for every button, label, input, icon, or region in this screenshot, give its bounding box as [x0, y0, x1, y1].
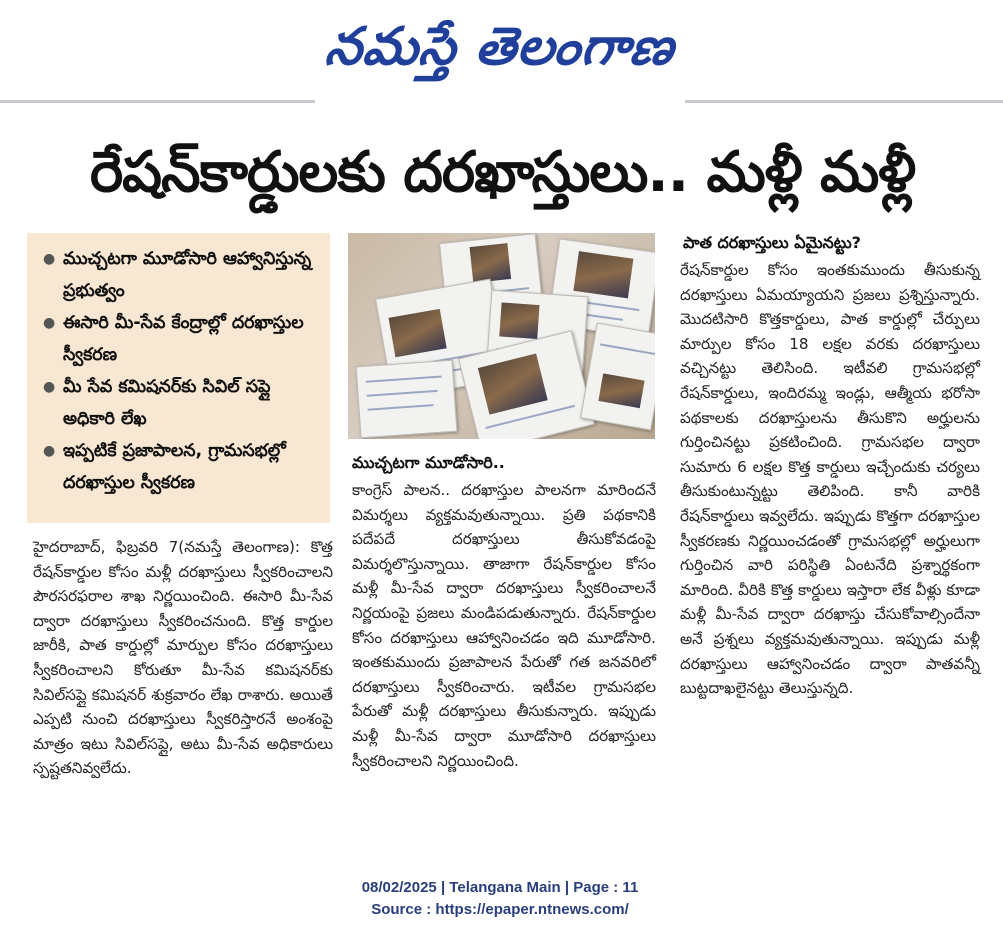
highlight-text: ఈసారి మీ-సేవ కేంద్రాల్లో దరఖాస్తుల స్వీకరణ — [63, 313, 304, 365]
highlight-text: మీ సేవ కమిషనర్‌కు సివిల్ సప్లై అధికారి లేఖ — [63, 377, 271, 429]
highlight-item — [41, 307, 322, 371]
highlight-text: ఇప్పటికే ప్రజాపాలన, గ్రామసభల్లో దరఖాస్తుల స్వీకరణ — [63, 441, 286, 493]
masthead-logo: నమస్తే తెలంగాణ — [322, 17, 678, 77]
highlight-item — [41, 435, 322, 499]
bullet-icon: ● — [43, 443, 56, 459]
column1-body: హైదరాబాద్, ఫిబ్రవరి 7(నమస్తే తెలంగాణ): కొత్త రేషన్‌కార్డుల కోసం మళ్లీ దరఖాస్తులు స్వీకరించాలని పౌరసరఫరాల శాఖ నిర్ణయించింది. ఈసారి మీ-సేవ ద్వారా దరఖాస్తులు స్వీకరించనుంది. కొత్త కార్డుల జారీకి, పాత కార్డుల్లో మార్పుల కోసం దరఖాస్తులు స్వీకరించాలని కోరుతూ మీ-సేవ కమిషనర్‌కు సివిల్‌సప్లై కమిషనర్ శుక్రవారం లేఖ రాశారు. అయితే ఎప్పటి నుంచి దరఖాస్తులు స్వీకరిస్తారనే అంశంపై మాత్రం ఇటు సివిల్‌సప్లై, అటు మీ-సేవ అధికారులు స్పష్టతనివ్వలేదు. — [33, 538, 333, 778]
column2-subhead: ముచ్చటగా మూడోసారి.. — [352, 453, 505, 472]
highlights-box — [27, 233, 330, 523]
column2-body: కాంగ్రెస్ పాలన.. దరఖాస్తుల పాలనగా మారిందనే విమర్శలు వ్యక్తమవుతున్నాయి. ప్రతి పథకానికి పదేపదే దరఖాస్తులు తీసుకోవడంపై విమర్శలొస్తున్నాయి. తాజాగా రేషన్‌కార్డుల కోసం మళ్లీ మీ-సేవ ద్వారా దరఖాస్తులు స్వీకరించాలనే నిర్ణయంపై ప్రజలు మండిపడుతున్నారు. రేషన్‌కార్డుల కోసం దరఖాస్తులు ఆహ్వానించడం ఇది మూడోసారి. ఇంతకుముందు ప్రజాపాలన పేరుతో గత జనవరిలో దరఖాస్తులు స్వీకరించారు. ఇటీవల గ్రామసభల పేరుతో మళ్లీ దరఖాస్తులు తీసుకున్నారు. ఇప్పుడు మళ్లీ మీ-సేవ ద్వారా మూడోసారి దరఖాస్తులు స్వీకరించాలని నిర్ణయించింది. — [352, 481, 656, 770]
bullet-icon: ● — [43, 251, 56, 267]
photo-card — [580, 322, 655, 430]
bullet-icon: ● — [43, 315, 56, 331]
footer-edition-line: 08/02/2025 | Telangana Main | Page : 11 — [361, 879, 639, 896]
footer — [250, 877, 750, 921]
article-headline: రేషన్‌కార్డులకు దరఖాస్తులు.. మళ్లీ మళ్లీ — [89, 140, 916, 205]
ration-cards-photo — [348, 233, 655, 439]
highlight-item — [41, 243, 322, 307]
footer-source-link[interactable]: Source : https://epaper.ntnews.com/ — [371, 901, 629, 918]
highlight-text: ముచ్చటగా మూడోసారి ఆహ్వానిస్తున్న ప్రభుత్వం — [63, 249, 312, 301]
masthead-rule-right — [685, 100, 1003, 103]
masthead-rule-left — [0, 100, 315, 103]
column3-subhead: పాత దరఖాస్తులు ఏమైనట్టు? — [683, 233, 861, 252]
photo-card — [356, 360, 458, 439]
bullet-icon: ● — [43, 379, 56, 395]
column3-body: రేషన్‌కార్డుల కోసం ఇంతకుముందు తీసుకున్న దరఖాస్తులు ఏమయ్యాయని ప్రజలు ప్రశ్నిస్తున్నారు. మొదటిసారి కొత్తకార్డులు, పాత కార్డుల్లో చేర్పులు మార్పుల కోసం 18 లక్షల వరకు దరఖాస్తులు వచ్చినట్టు తెలిసింది. ఇటీవలి గ్రామసభల్లో రేషన్‌కార్డులు, ఇందిరమ్మ ఇండ్లు, ఆత్మీయ భరోసా పథకాలకు దరఖాస్తులను తీసుకొని అర్హులను గుర్తించినట్టు ప్రకటించింది. గ్రామసభల ద్వారా సుమారు 6 లక్షల కొత్త కార్డులు ఇచ్చేందుకు చర్యలు తీసుకుంటున్నట్టు తెలిపింది. కానీ వారికి రేషన్‌కార్డులు ఇవ్వలేదు. ఇప్పుడు కొత్తగా దరఖాస్తుల స్వీకరణకు నిర్ణయించడంతో గ్రామసభల్లో అర్హులుగా గుర్తించిన వారి పరిస్థితి ఏంటనేది ప్రశ్నార్థకంగా మారింది. వీరికి కొత్త కార్డులు ఇస్తారా లేక వీళ్లు కూడా మళ్లీ మీ-సేవ ద్వారా దరఖాస్తు చేసుకోవాల్సిందేనా అనే ప్రశ్నలు వ్యక్తమవుతున్నాయి. ఇప్పుడు మళ్లీ దరఖాస్తులు ఆహ్వానించడం ద్వారా పాతవన్నీ బుట్టదాఖలైనట్టు తెలుస్తున్నది. — [680, 261, 980, 698]
highlight-item — [41, 371, 322, 435]
